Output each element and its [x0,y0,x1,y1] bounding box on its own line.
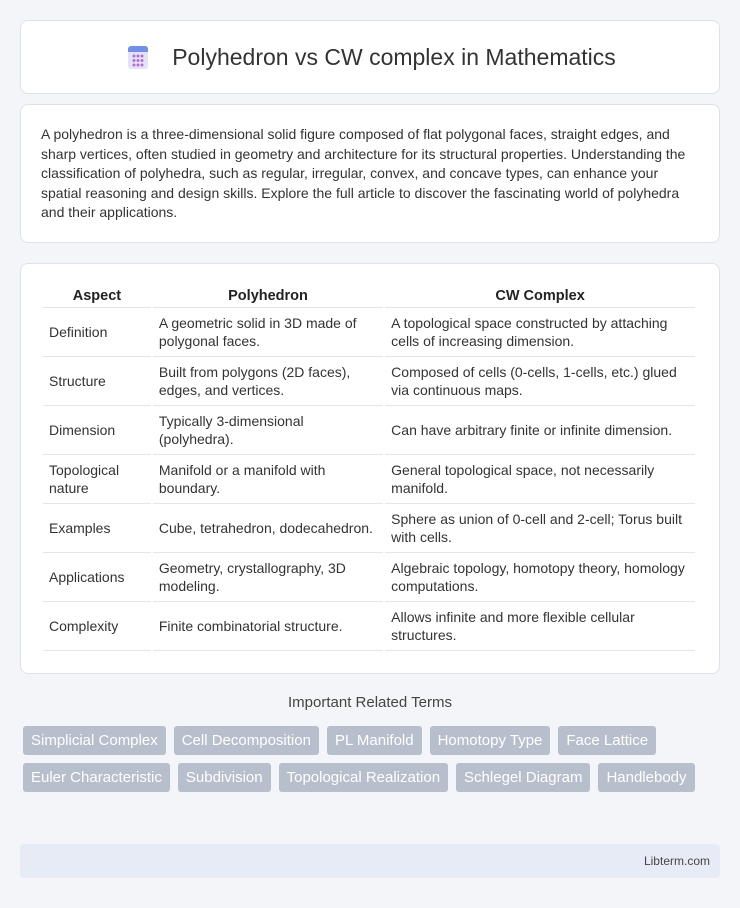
table-cell: Dimension [43,406,151,455]
table-row [43,504,695,553]
table-cell: Complexity [43,602,151,651]
related-terms-title: Important Related Terms [288,694,452,711]
footer-site-link[interactable]: Libterm.com [643,854,710,868]
column-header: CW Complex [385,286,695,308]
table-row [43,553,695,602]
table-cell: Composed of cells (0-cells, 1-cells, etc.) glued via continuous maps. [385,357,695,406]
table-cell: General topological space, not necessarily manifold. [385,455,695,504]
table-cell: A topological space constructed by attaching cells of increasing dimension. [385,308,695,357]
table-header-row [43,286,695,308]
table-cell: Applications [43,553,151,602]
related-term-tag[interactable]: Simplicial Complex [23,726,166,755]
table-row [43,308,695,357]
related-term-tag[interactable]: Topological Realization [279,763,448,792]
table-cell: Manifold or a manifold with boundary. [153,455,383,504]
table-row [43,602,695,651]
comparison-table [41,286,697,651]
document-grid-icon [124,43,152,71]
table-cell: Finite combinatorial structure. [153,602,383,651]
table-cell: Cube, tetrahedron, dodecahedron. [153,504,383,553]
table-cell: Examples [43,504,151,553]
table-cell: Structure [43,357,151,406]
table-cell: Geometry, crystallography, 3D modeling. [153,553,383,602]
table-cell: Algebraic topology, homotopy theory, homology computations. [385,553,695,602]
table-cell: A geometric solid in 3D made of polygonal faces. [153,308,383,357]
table-cell: Definition [43,308,151,357]
related-terms-list [23,726,723,792]
table-cell: Topological nature [43,455,151,504]
page-title: Polyhedron vs CW complex in Mathematics [172,43,616,70]
comparison-card [20,263,720,674]
table-row [43,455,695,504]
related-term-tag[interactable]: Handlebody [598,763,694,792]
related-term-tag[interactable]: Cell Decomposition [174,726,319,755]
table-cell: Built from polygons (2D faces), edges, and vertices. [153,357,383,406]
related-term-tag[interactable]: PL Manifold [327,726,422,755]
table-cell: Allows infinite and more flexible cellular structures. [385,602,695,651]
related-term-tag[interactable]: Homotopy Type [430,726,551,755]
table-cell: Typically 3-dimensional (polyhedra). [153,406,383,455]
footer [20,844,720,878]
table-row [43,357,695,406]
column-header: Polyhedron [153,286,383,308]
intro-card [20,104,720,243]
table-cell: Can have arbitrary finite or infinite dimension. [385,406,695,455]
related-term-tag[interactable]: Euler Characteristic [23,763,170,792]
table-cell: Sphere as union of 0-cell and 2-cell; Torus built with cells. [385,504,695,553]
related-term-tag[interactable]: Face Lattice [558,726,656,755]
table-row [43,406,695,455]
related-term-tag[interactable]: Schlegel Diagram [456,763,590,792]
title-card [20,20,720,94]
related-term-tag[interactable]: Subdivision [178,763,271,792]
column-header: Aspect [43,286,151,308]
intro-text: A polyhedron is a three-dimensional solid figure composed of flat polygonal faces, straight edges, and sharp vertices, often studied in geometry and architecture for its structural properties. Understanding the classification of polyhedra, such as regular, irregular, convex, and concave types, can enhance your spatial reasoning and design skills. Explore the full article to discover the fascinating world of polyhedra and their applications. [41,126,686,220]
